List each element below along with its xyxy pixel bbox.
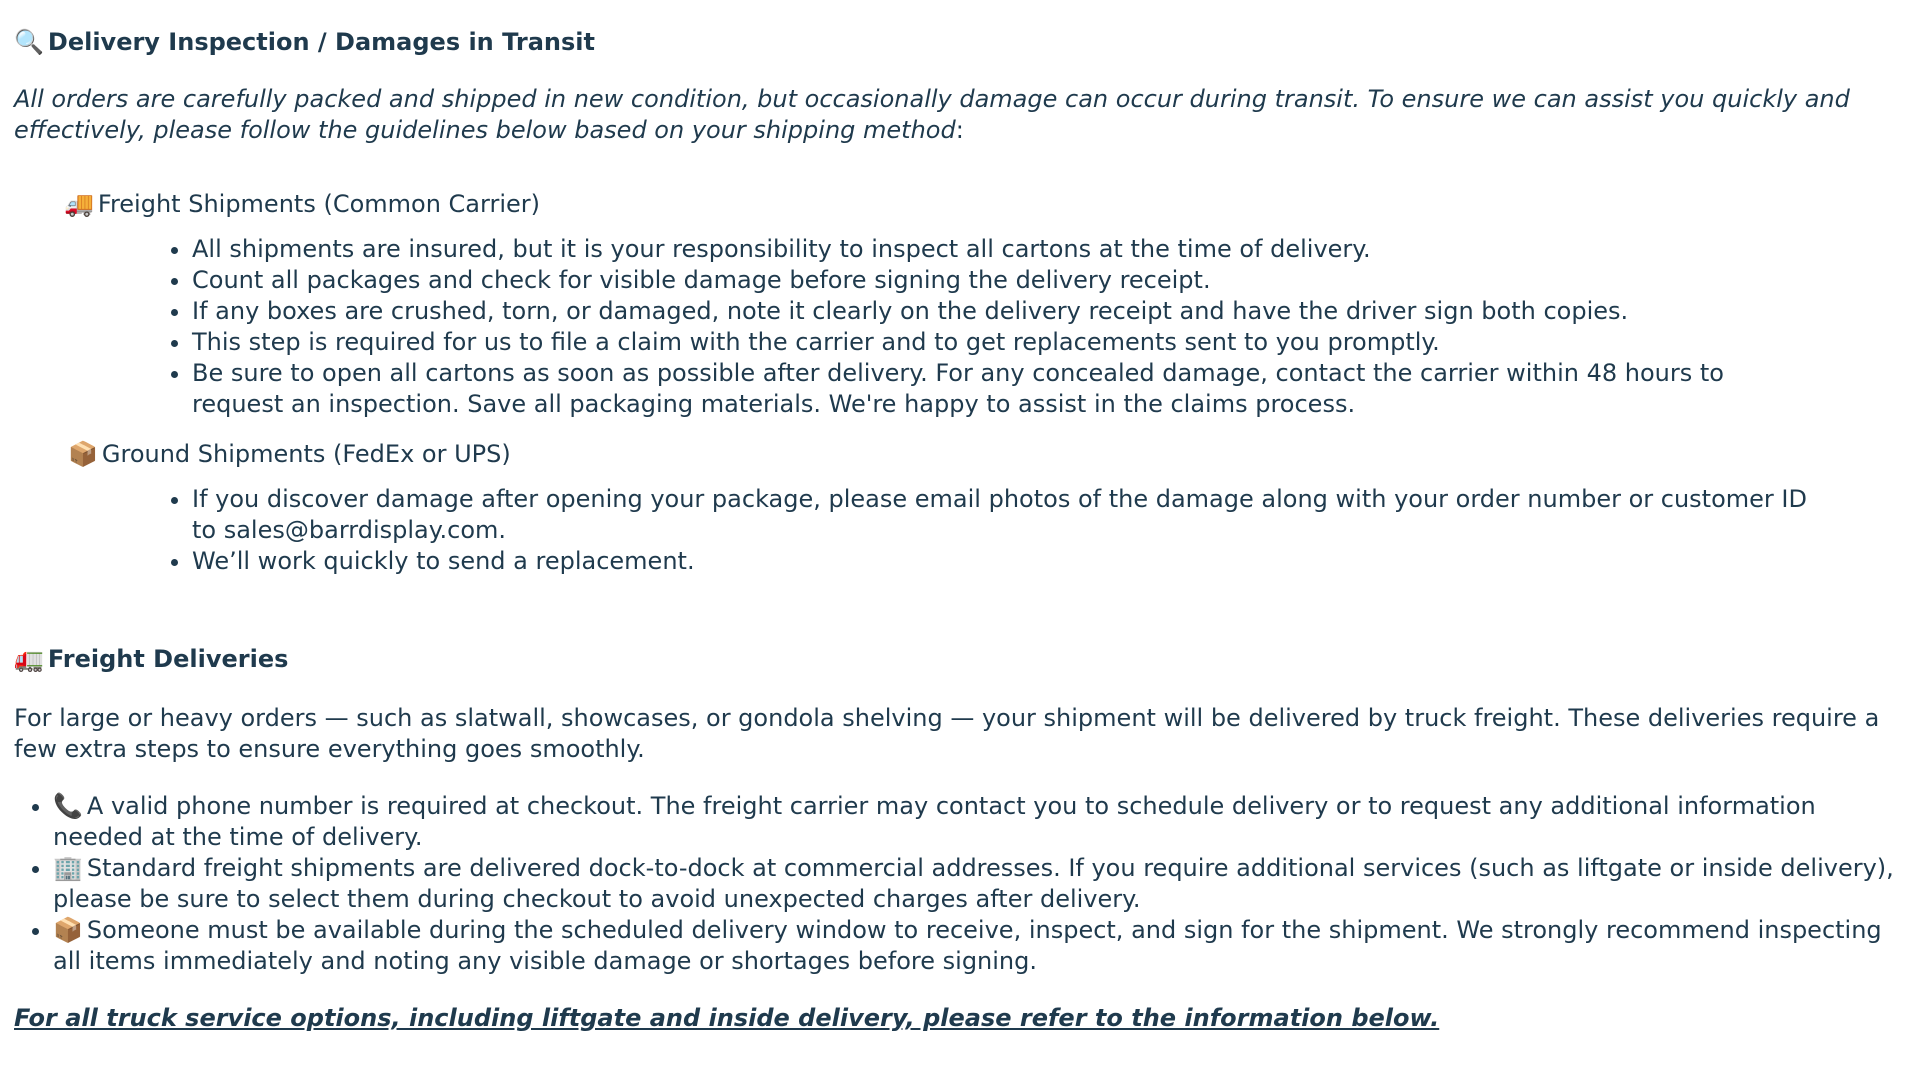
freight-deliveries-title: Freight Deliveries xyxy=(47,645,289,673)
building-icon: 🏢 xyxy=(53,854,83,882)
list-item xyxy=(53,791,1898,853)
list-item: • If any boxes are crushed, torn, or damaged, note it clearly on the delivery receipt and have the driver sign both copies. xyxy=(192,296,1812,327)
list-item-text: A valid phone number is required at checkout. The freight carrier may contact you to schedule delivery or to request any additional information needed at the time of delivery. xyxy=(53,792,1816,851)
list-item-text: Someone must be available during the scheduled delivery window to receive, inspect, and sign for the shipment. We strongly recommend inspecting all items immediately and noting any visible damage or shortages before signing. xyxy=(53,916,1882,975)
ground-shipments-title: Ground Shipments (FedEx or UPS) xyxy=(101,440,511,468)
freight-shipments-title: Freight Shipments (Common Carrier) xyxy=(97,190,540,218)
inspection-intro-colon: : xyxy=(955,116,964,144)
list-item: • Count all packages and check for visible damage before signing the delivery receipt. xyxy=(192,265,1812,296)
freight-deliveries-list xyxy=(14,791,1898,977)
inspection-heading xyxy=(14,24,1920,60)
package-icon: 📦 xyxy=(68,440,98,468)
list-item: • We’ll work quickly to send a replacement. xyxy=(192,546,1812,577)
list-item: • All shipments are insured, but it is your responsibility to inspect all cartons at the time of delivery. xyxy=(192,234,1812,265)
inspection-intro-text: All orders are carefully packed and shipped in new condition, but occasionally damage can occur during transit. To ensure we can assist you quickly and effectively, please follow the guidelines below based on your shipping method xyxy=(14,85,1850,144)
freight-deliveries-heading xyxy=(14,641,1920,677)
list-item xyxy=(53,853,1898,915)
ground-shipments-list xyxy=(14,484,1812,577)
delivery-truck-icon: 🚛 xyxy=(14,645,44,673)
list-item xyxy=(53,915,1898,977)
list-item-text: Standard freight shipments are delivered dock-to-dock at commercial addresses. If you require additional services (such as liftgate or inside delivery), please be sure to select them during checkout to avoid unexpected charges after delivery. xyxy=(53,854,1894,913)
list-item: • If you discover damage after opening your package, please email photos of the damage along with your order number or customer ID to sales@barrdisplay.com. xyxy=(192,484,1812,546)
inspection-intro xyxy=(14,84,1894,146)
truck-icon: 🚚 xyxy=(64,190,94,218)
freight-shipments-list xyxy=(14,234,1812,420)
freight-deliveries-intro: For large or heavy orders — such as slatwall, showcases, or gondola shelving — your shipment will be delivered by truck freight. These deliveries require a few extra steps to ensure everything goes smoothly. xyxy=(14,704,1880,763)
freight-shipments-heading xyxy=(64,186,1920,222)
package-icon: 📦 xyxy=(53,916,83,944)
ground-shipments-heading xyxy=(68,436,1920,472)
list-item: • This step is required for us to file a claim with the carrier and to get replacements sent to you promptly. xyxy=(192,327,1812,358)
inspection-title: Delivery Inspection / Damages in Transit xyxy=(47,28,595,56)
list-item: • Be sure to open all cartons as soon as possible after delivery. For any concealed damage, contact the carrier within 48 hours to request an inspection. Save all packaging materials. We're happy to assist in the claims process. xyxy=(192,358,1812,420)
phone-icon: 📞 xyxy=(53,792,83,820)
magnifying-glass-icon: 🔍 xyxy=(14,28,44,56)
truck-service-options-note: For all truck service options, including liftgate and inside delivery, please refer to the information below. xyxy=(14,1004,1440,1032)
